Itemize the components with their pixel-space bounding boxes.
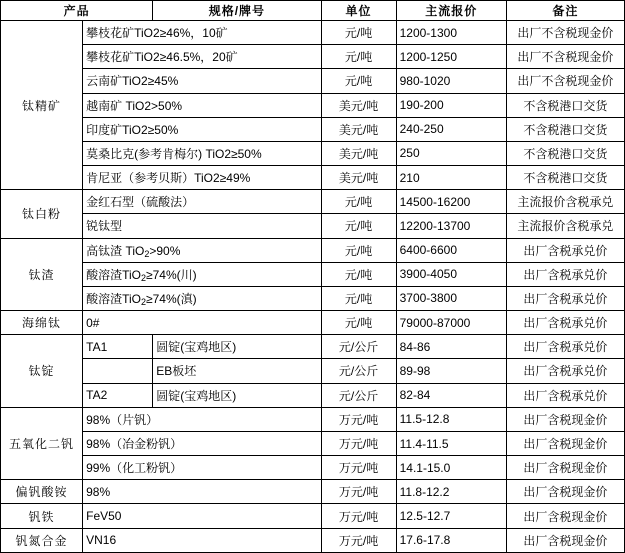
product-category: 钛白粉: [1, 190, 83, 238]
price-cell: 84-86: [396, 335, 506, 359]
note-cell: 出厂含税承兑价: [506, 286, 624, 310]
table-row: [1, 45, 625, 69]
price-cell: 14500-16200: [396, 190, 506, 214]
header-unit: 单位: [321, 1, 396, 21]
table-row: [1, 431, 625, 455]
header-price: 主流报价: [396, 1, 506, 21]
spec-grade: 印度矿TiO2≥50%: [83, 117, 321, 141]
spec-grade: 高钛渣 TiO$_2$>90%: [83, 238, 321, 262]
table-row: [1, 262, 625, 286]
unit-cell: 元/公斤: [321, 359, 396, 383]
spec-grade: 98%: [83, 480, 321, 504]
price-cell: 1200-1250: [396, 45, 506, 69]
table-row: [1, 407, 625, 431]
product-category: 钒铁: [1, 504, 83, 528]
spec-grade: 莫桑比克(参考肯梅尔) TiO2≥50%: [83, 141, 321, 165]
table-row: [1, 190, 625, 214]
table-body: [1, 21, 625, 553]
note-cell: 出厂含税现金价: [506, 456, 624, 480]
price-cell: 82-84: [396, 383, 506, 407]
spec-grade: 攀枝花矿TiO2≥46%，10矿: [83, 21, 321, 45]
table-row: [1, 359, 625, 383]
header-row: [1, 1, 625, 21]
spec-detail: EB板坯: [153, 359, 321, 383]
price-cell: 3900-4050: [396, 262, 506, 286]
spec-grade: TA1: [83, 335, 153, 359]
table-row: [1, 504, 625, 528]
note-cell: 出厂含税现金价: [506, 528, 624, 552]
unit-cell: 万元/吨: [321, 407, 396, 431]
unit-cell: 元/吨: [321, 45, 396, 69]
product-category: 海绵钛: [1, 311, 83, 335]
price-cell: 89-98: [396, 359, 506, 383]
spec-grade: 98%（冶金粉钒）: [83, 431, 321, 455]
spec-grade: 金红石型（硫酸法）: [83, 190, 321, 214]
unit-cell: 元/吨: [321, 21, 396, 45]
table-row: [1, 456, 625, 480]
product-category: 钛锭: [1, 335, 83, 408]
price-cell: 240-250: [396, 117, 506, 141]
price-cell: 1200-1300: [396, 21, 506, 45]
header-note: 备注: [506, 1, 624, 21]
note-cell: 不含税港口交货: [506, 166, 624, 190]
product-category: 钛精矿: [1, 21, 83, 190]
table-row: [1, 383, 625, 407]
price-cell: 12.5-12.7: [396, 504, 506, 528]
spec-grade: 攀枝花矿TiO2≥46.5%，20矿: [83, 45, 321, 69]
unit-cell: 元/吨: [321, 69, 396, 93]
unit-cell: 元/吨: [321, 214, 396, 238]
spec-grade: VN16: [83, 528, 321, 552]
price-cell: 11.4-11.5: [396, 431, 506, 455]
unit-cell: 元/吨: [321, 311, 396, 335]
table-row: [1, 286, 625, 310]
note-cell: 出厂含税现金价: [506, 480, 624, 504]
spec-detail: 圆锭(宝鸡地区): [153, 335, 321, 359]
note-cell: 出厂含税现金价: [506, 504, 624, 528]
header-product: 产品: [1, 1, 153, 21]
spec-grade: 酸溶渣TiO$_2$≥74%(滇): [83, 286, 321, 310]
unit-cell: 万元/吨: [321, 504, 396, 528]
spec-grade: 98%（片钒）: [83, 407, 321, 431]
price-cell: 3700-3800: [396, 286, 506, 310]
spec-grade: 云南矿TiO2≥45%: [83, 69, 321, 93]
note-cell: 出厂含税现金价: [506, 431, 624, 455]
note-cell: 不含税港口交货: [506, 117, 624, 141]
spec-grade: 99%（化工粉钒）: [83, 456, 321, 480]
table-row: [1, 335, 625, 359]
price-cell: 980-1020: [396, 69, 506, 93]
note-cell: 出厂不含税现金价: [506, 21, 624, 45]
note-cell: 主流报价含税承兑: [506, 190, 624, 214]
price-cell: 190-200: [396, 93, 506, 117]
unit-cell: 美元/吨: [321, 93, 396, 117]
product-category: 钒氮合金: [1, 528, 83, 552]
note-cell: 出厂含税承兑价: [506, 383, 624, 407]
spec-grade: 0#: [83, 311, 321, 335]
price-cell: 79000-87000: [396, 311, 506, 335]
unit-cell: 元/吨: [321, 238, 396, 262]
unit-cell: 元/公斤: [321, 383, 396, 407]
unit-cell: 美元/吨: [321, 141, 396, 165]
table-row: [1, 238, 625, 262]
note-cell: 不含税港口交货: [506, 93, 624, 117]
spec-grade: 锐钛型: [83, 214, 321, 238]
unit-cell: 万元/吨: [321, 456, 396, 480]
note-cell: 出厂含税现金价: [506, 407, 624, 431]
note-cell: 主流报价含税承兑: [506, 214, 624, 238]
price-cell: 210: [396, 166, 506, 190]
spec-grade: FeV50: [83, 504, 321, 528]
spec-grade: 酸溶渣TiO$_2$≥74%(川): [83, 262, 321, 286]
table-row: [1, 311, 625, 335]
unit-cell: 美元/吨: [321, 166, 396, 190]
spec-grade: 肯尼亚（参考贝斯）TiO2≥49%: [83, 166, 321, 190]
note-cell: 出厂不含税现金价: [506, 45, 624, 69]
table-header: [1, 1, 625, 21]
price-cell: 6400-6600: [396, 238, 506, 262]
note-cell: 出厂含税承兑价: [506, 238, 624, 262]
price-cell: 12200-13700: [396, 214, 506, 238]
table-row: [1, 166, 625, 190]
product-category: 五氧化二钒: [1, 407, 83, 480]
price-cell: 14.1-15.0: [396, 456, 506, 480]
price-cell: 250: [396, 141, 506, 165]
product-category: 偏钒酸铵: [1, 480, 83, 504]
table-row: [1, 117, 625, 141]
table-row: [1, 528, 625, 552]
unit-cell: 元/公斤: [321, 335, 396, 359]
table-row: [1, 21, 625, 45]
product-category: 钛渣: [1, 238, 83, 311]
table-row: [1, 69, 625, 93]
unit-cell: 元/吨: [321, 190, 396, 214]
note-cell: 出厂含税承兑价: [506, 335, 624, 359]
price-cell: 11.5-12.8: [396, 407, 506, 431]
spec-detail: 圆锭(宝鸡地区): [153, 383, 321, 407]
unit-cell: 万元/吨: [321, 528, 396, 552]
unit-cell: 元/吨: [321, 262, 396, 286]
note-cell: 出厂含税承兑价: [506, 359, 624, 383]
header-spec: 规格/牌号: [153, 1, 321, 21]
unit-cell: 万元/吨: [321, 431, 396, 455]
unit-cell: 美元/吨: [321, 117, 396, 141]
table-row: [1, 480, 625, 504]
unit-cell: 元/吨: [321, 286, 396, 310]
note-cell: 出厂含税承兑价: [506, 262, 624, 286]
unit-cell: 万元/吨: [321, 480, 396, 504]
table-row: [1, 141, 625, 165]
note-cell: 出厂不含税现金价: [506, 69, 624, 93]
table-row: [1, 93, 625, 117]
spec-grade: 越南矿 TiO2>50%: [83, 93, 321, 117]
price-cell: 11.8-12.2: [396, 480, 506, 504]
price-cell: 17.6-17.8: [396, 528, 506, 552]
note-cell: 出厂含税承兑价: [506, 311, 624, 335]
table-row: [1, 214, 625, 238]
spec-grade: [83, 359, 153, 383]
note-cell: 不含税港口交货: [506, 141, 624, 165]
spec-grade: TA2: [83, 383, 153, 407]
